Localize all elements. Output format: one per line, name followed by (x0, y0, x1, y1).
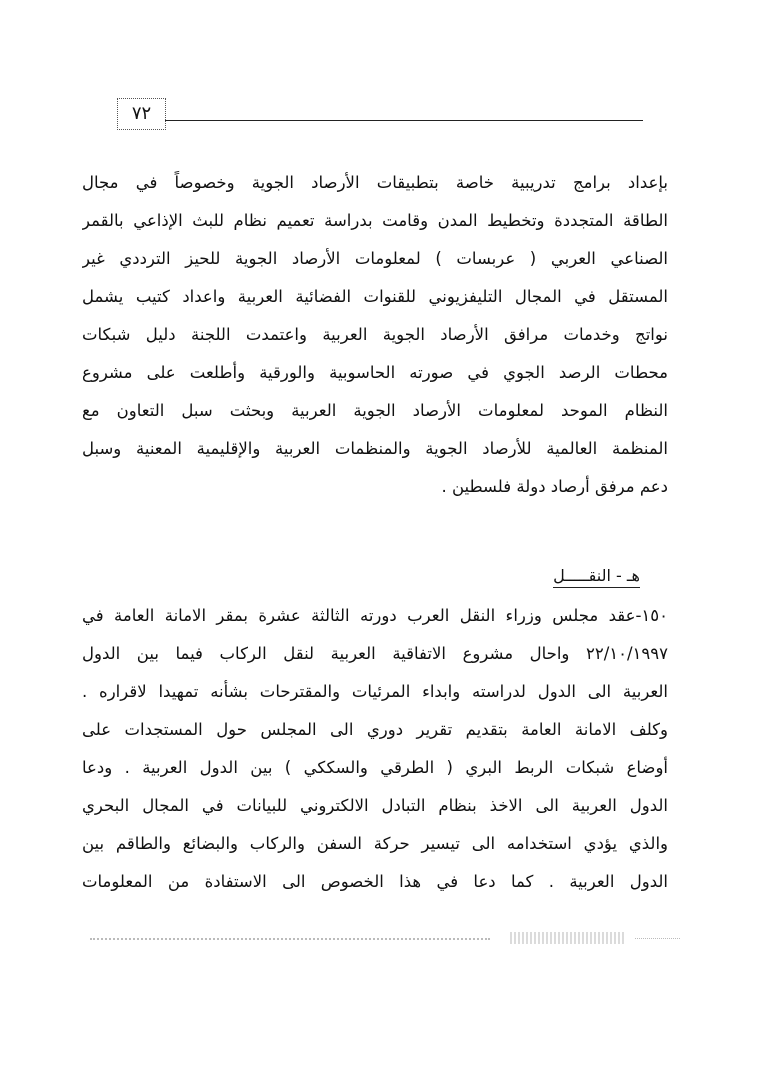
text-line: الصناعي العربي ( عربسات ) لمعلومات الأرصاد الجوية للحيز الترددي غير (82, 249, 668, 268)
text-line: محطات الرصد الجوي في صورته الحاسوبية والورقية وأطلعت على مشروع (82, 363, 668, 382)
header-rule (165, 120, 643, 121)
text-line: المستقل في المجال التليفزيوني للقنوات الفضائية العربية واعداد كتيب يشمل (82, 287, 668, 306)
footer-rule (90, 935, 680, 943)
text-line: أوضاع شبكات الربط البري ( الطرقي والسككي ) بين الدول العربية . ودعا (82, 758, 668, 777)
text-line: نواتج وخدمات مرافق الأرصاد الجوية العربية واعتمدت اللجنة دليل شبكات (82, 325, 668, 344)
section-heading: هـ - النقـــــل (553, 566, 640, 588)
text-line: بإعداد برامج تدريبية خاصة بتطبيقات الأرصاد الجوية وخصوصاً في مجال (82, 173, 668, 192)
text-line: دعم مرفق أرصاد دولة فلسطين . (441, 477, 668, 496)
text-line: العربية الى الدول لدراسته وابداء المرئيات والمقترحات بشأنه تمهيدا لاقراره . (82, 682, 668, 701)
footer-dotted-line (90, 938, 490, 940)
paragraph-1 (82, 164, 668, 506)
text-line: ١٥٠-عقد مجلس وزراء النقل العرب دورته الثالثة عشرة بمقر الامانة العامة في (82, 606, 668, 625)
paragraph-2 (82, 597, 668, 901)
footer-dotted-line (635, 938, 680, 939)
text-line: الدول العربية . كما دعا في هذا الخصوص الى الاستفادة من المعلومات (82, 872, 668, 891)
text-line: الطاقة المتجددة وتخطيط المدن وقامت بدراسة تعميم نظام للبث الإذاعي بالقمر (82, 211, 668, 230)
text-line: وكلف الامانة العامة بتقديم تقرير دوري الى المجلس حول المستجدات على (82, 720, 668, 739)
text-line: الدول العربية الى الاخذ بنظام التبادل الالكتروني للبيانات في المجال البحري (82, 796, 668, 815)
text-line: ٢٢/١٠/١٩٩٧ واحال مشروع الاتفاقية العربية لنقل الركاب فيما بين الدول (82, 644, 668, 663)
text-line: والذي يؤدي استخدامه الى تيسير حركة السفن والركاب والبضائع والطاقم بين (82, 834, 668, 853)
footer-faint-mark (510, 932, 625, 944)
page-number: ٧٢ (117, 98, 166, 130)
text-line: المنظمة العالمية للأرصاد الجوية والمنظمات العربية والإقليمية المعنية وسبل (82, 439, 668, 458)
text-line: النظام الموحد لمعلومات الأرصاد الجوية العربية وبحثت سبل التعاون مع (82, 401, 668, 420)
